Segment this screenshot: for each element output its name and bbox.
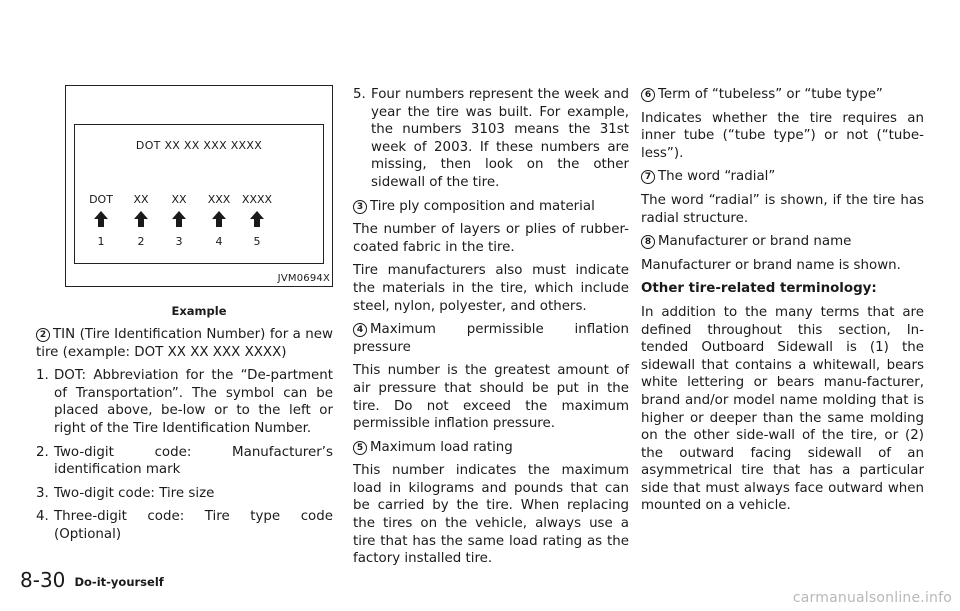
ply-paragraph-2: Tire manufacturers also must indicate the materials in the tire, which include steel, nylon, polyester, and others. bbox=[353, 263, 629, 314]
figure-caption: Example bbox=[171, 304, 227, 318]
circled-number-3: 3 bbox=[353, 200, 367, 214]
pressure-heading: 4 Maximum permissible inflation pressure bbox=[353, 322, 629, 355]
tubeless-heading: 6 Term of “tubeless” or “tube type” bbox=[641, 86, 924, 104]
segment-number: 5 bbox=[253, 235, 261, 248]
other-terminology-paragraph: In addition to the many terms that are defined throughout this section, In-tended Outboard Sidewall is (1) the sidewall that contains a whitewall, bears white lettering or bears manu-facturer, brand and/or model name molding that is higher or deeper than the same molding on the other side-wall of the tire, or (2) the outward facing sidewall of an asymmetrical tire that has a particular side that must always face outward when mounted on a vehicle. bbox=[641, 304, 924, 514]
tin-diagram-box bbox=[74, 124, 324, 264]
tubeless-paragraph: Indicates whether the tire requires an inner tube (“tube type”) or not (“tube-less”). bbox=[641, 110, 924, 161]
list-item: 2. Two-digit code: Manufacturer’s identification mark bbox=[36, 444, 333, 478]
load-heading: 5 Maximum load rating bbox=[353, 439, 629, 457]
ply-heading: 3 Tire ply composition and material bbox=[353, 198, 629, 216]
page-footer bbox=[20, 568, 164, 592]
circled-number-2: 2 bbox=[36, 328, 50, 342]
circled-number-4: 4 bbox=[353, 323, 367, 337]
arrow-up-icon bbox=[172, 211, 186, 227]
list-item: 4. Three-digit code: Tire type code (Optional) bbox=[36, 509, 333, 542]
pressure-paragraph: This number is the greatest amount of air pressure that should be put in the tire. Do not exceed the maximum permissible inflation pressure. bbox=[353, 363, 629, 432]
column-1-text bbox=[36, 326, 333, 550]
segment-label: XX bbox=[171, 193, 187, 206]
brand-heading: 8 Manufacturer or brand name bbox=[641, 233, 924, 251]
column-3 bbox=[641, 86, 924, 521]
segment-label: DOT bbox=[89, 193, 113, 206]
list-item: 5. Four numbers represent the week and year the tire was built. For example, the numbers 3103 means the 31st week of 2003. If these numbers are missing, then look on the other sidewall of the tire. bbox=[353, 87, 629, 190]
tin-figure bbox=[65, 85, 333, 287]
segment-number: 2 bbox=[137, 235, 145, 248]
list-item: 3. Two-digit code: Tire size bbox=[36, 485, 215, 501]
brand-paragraph: Manufacturer or brand name is shown. bbox=[641, 257, 901, 273]
arrow-up-icon bbox=[212, 211, 226, 227]
ply-paragraph-1: The number of layers or plies of rubber-coated fabric in the tire. bbox=[353, 222, 629, 255]
arrow-up-icon bbox=[94, 211, 108, 227]
circled-number-6: 6 bbox=[641, 88, 655, 102]
watermark: carmanualsonline.info bbox=[792, 590, 952, 606]
tin-example-text: DOT XX XX XXX XXXX bbox=[135, 139, 263, 152]
circled-number-8: 8 bbox=[641, 235, 655, 249]
circled-number-5: 5 bbox=[353, 441, 367, 455]
page-number: 8-30 bbox=[20, 568, 66, 592]
tin-heading: 2 TIN (Tire Identification Number) for a new tire (example: DOT XX XX XXX XXXX) bbox=[36, 327, 333, 360]
arrow-up-icon bbox=[250, 211, 264, 227]
segment-number: 1 bbox=[97, 235, 105, 248]
list-item: 1. DOT: Abbreviation for the “De-partment of Transportation”. The symbol can be placed above, be-low or to the left or right of the Tire Identification Number. bbox=[36, 368, 333, 436]
circled-number-7: 7 bbox=[641, 170, 655, 184]
radial-heading: 7 The word “radial” bbox=[641, 168, 924, 186]
segment-label: XXX bbox=[207, 193, 231, 206]
segment-label: XXXX bbox=[241, 193, 273, 206]
load-paragraph: This number indicates the maximum load in kilograms and pounds that can be carried by the tire. When replacing the tires on the vehicle, always use a tire that has the same load rating as the factory installed tire. bbox=[353, 463, 629, 567]
segment-number: 4 bbox=[215, 235, 223, 248]
radial-paragraph: The word “radial” is shown, if the tire has radial structure. bbox=[641, 192, 924, 226]
arrow-up-icon bbox=[134, 211, 148, 227]
segment-label: XX bbox=[133, 193, 149, 206]
figure-code: JVM0694X bbox=[277, 273, 330, 284]
section-name: Do-it-yourself bbox=[74, 575, 164, 589]
other-terminology-heading: Other tire-related terminology: bbox=[641, 281, 877, 297]
column-2 bbox=[353, 86, 629, 574]
segment-number: 3 bbox=[175, 235, 183, 248]
